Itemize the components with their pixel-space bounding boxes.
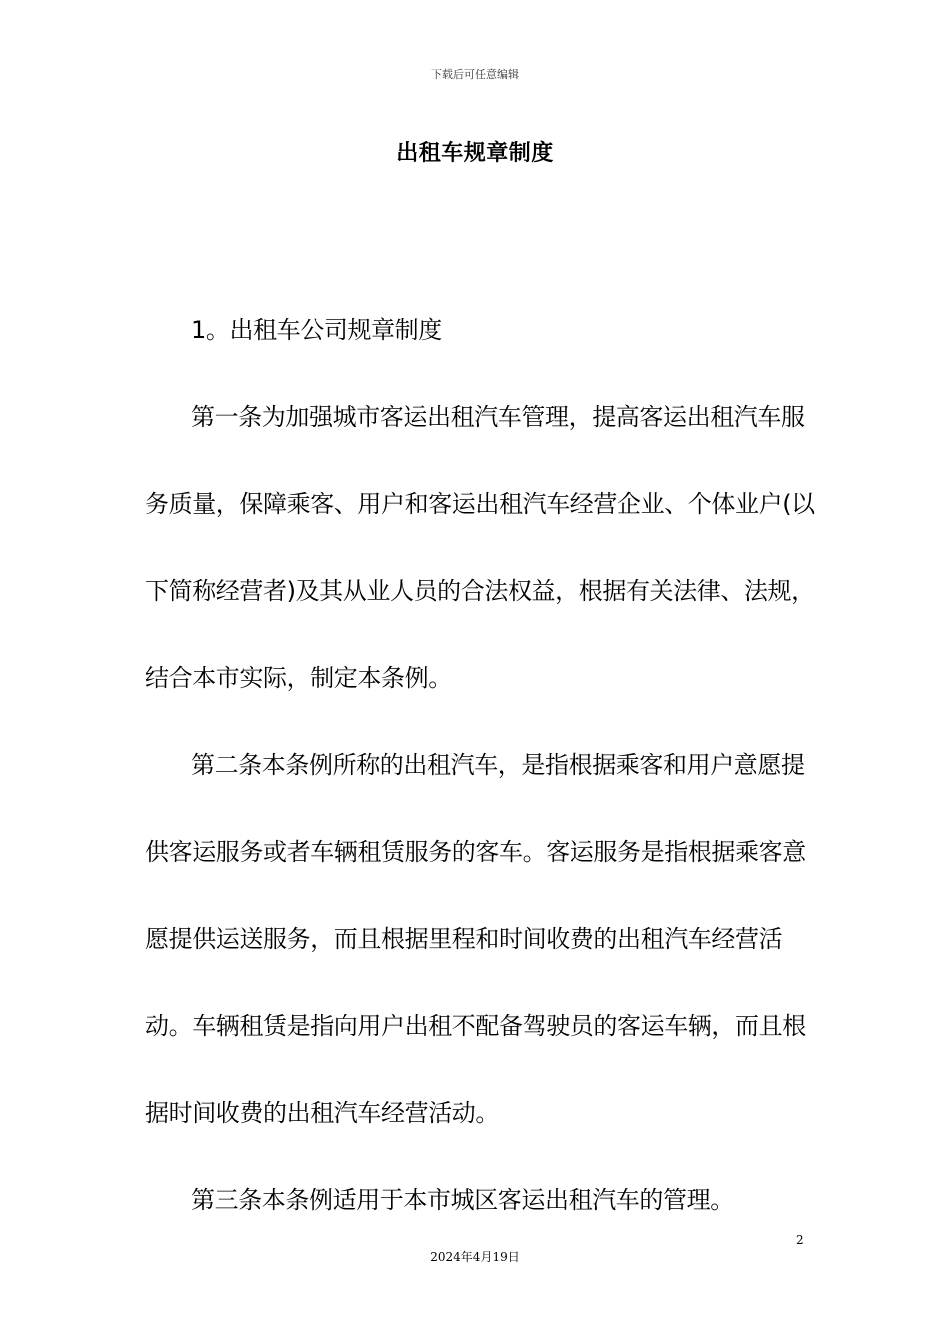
paragraph-article-1: 第一条为加强城市客运出租汽车管理，提高客运出租汽车服务质量，保障乘客、用户和客运出租汽车经营企业、个体业户(以下简称经营者)及其从业人员的合法权益，根据有关法律、法规，结合本市实际，制定本条例。 — [145, 403, 815, 692]
paragraph-article-2: 第二条本条例所称的出租汽车，是指根据乘客和用户意愿提供客运服务或者车辆租赁服务的客车。客运服务是指根据乘客意愿提供运送服务，而且根据里程和时间收费的出租汽车经营活动。车辆租赁是指向用户出租不配备驾驶员的客运车辆，而且根据时间收费的出租汽车经营活动。 — [145, 751, 806, 1127]
paragraph-article-3: 第三条本条例适用于本市城区客运出租汽车的管理。 — [191, 1186, 734, 1214]
document-title: 出租车规章制度 — [396, 141, 554, 166]
section-heading: 1。出租车公司规章制度 — [191, 316, 442, 344]
footer-date: 2024年4月19日 — [430, 1250, 520, 1264]
page-number: 2 — [796, 1233, 804, 1247]
header-note: 下载后可任意编辑 — [431, 68, 519, 81]
document-body — [145, 287, 815, 1244]
